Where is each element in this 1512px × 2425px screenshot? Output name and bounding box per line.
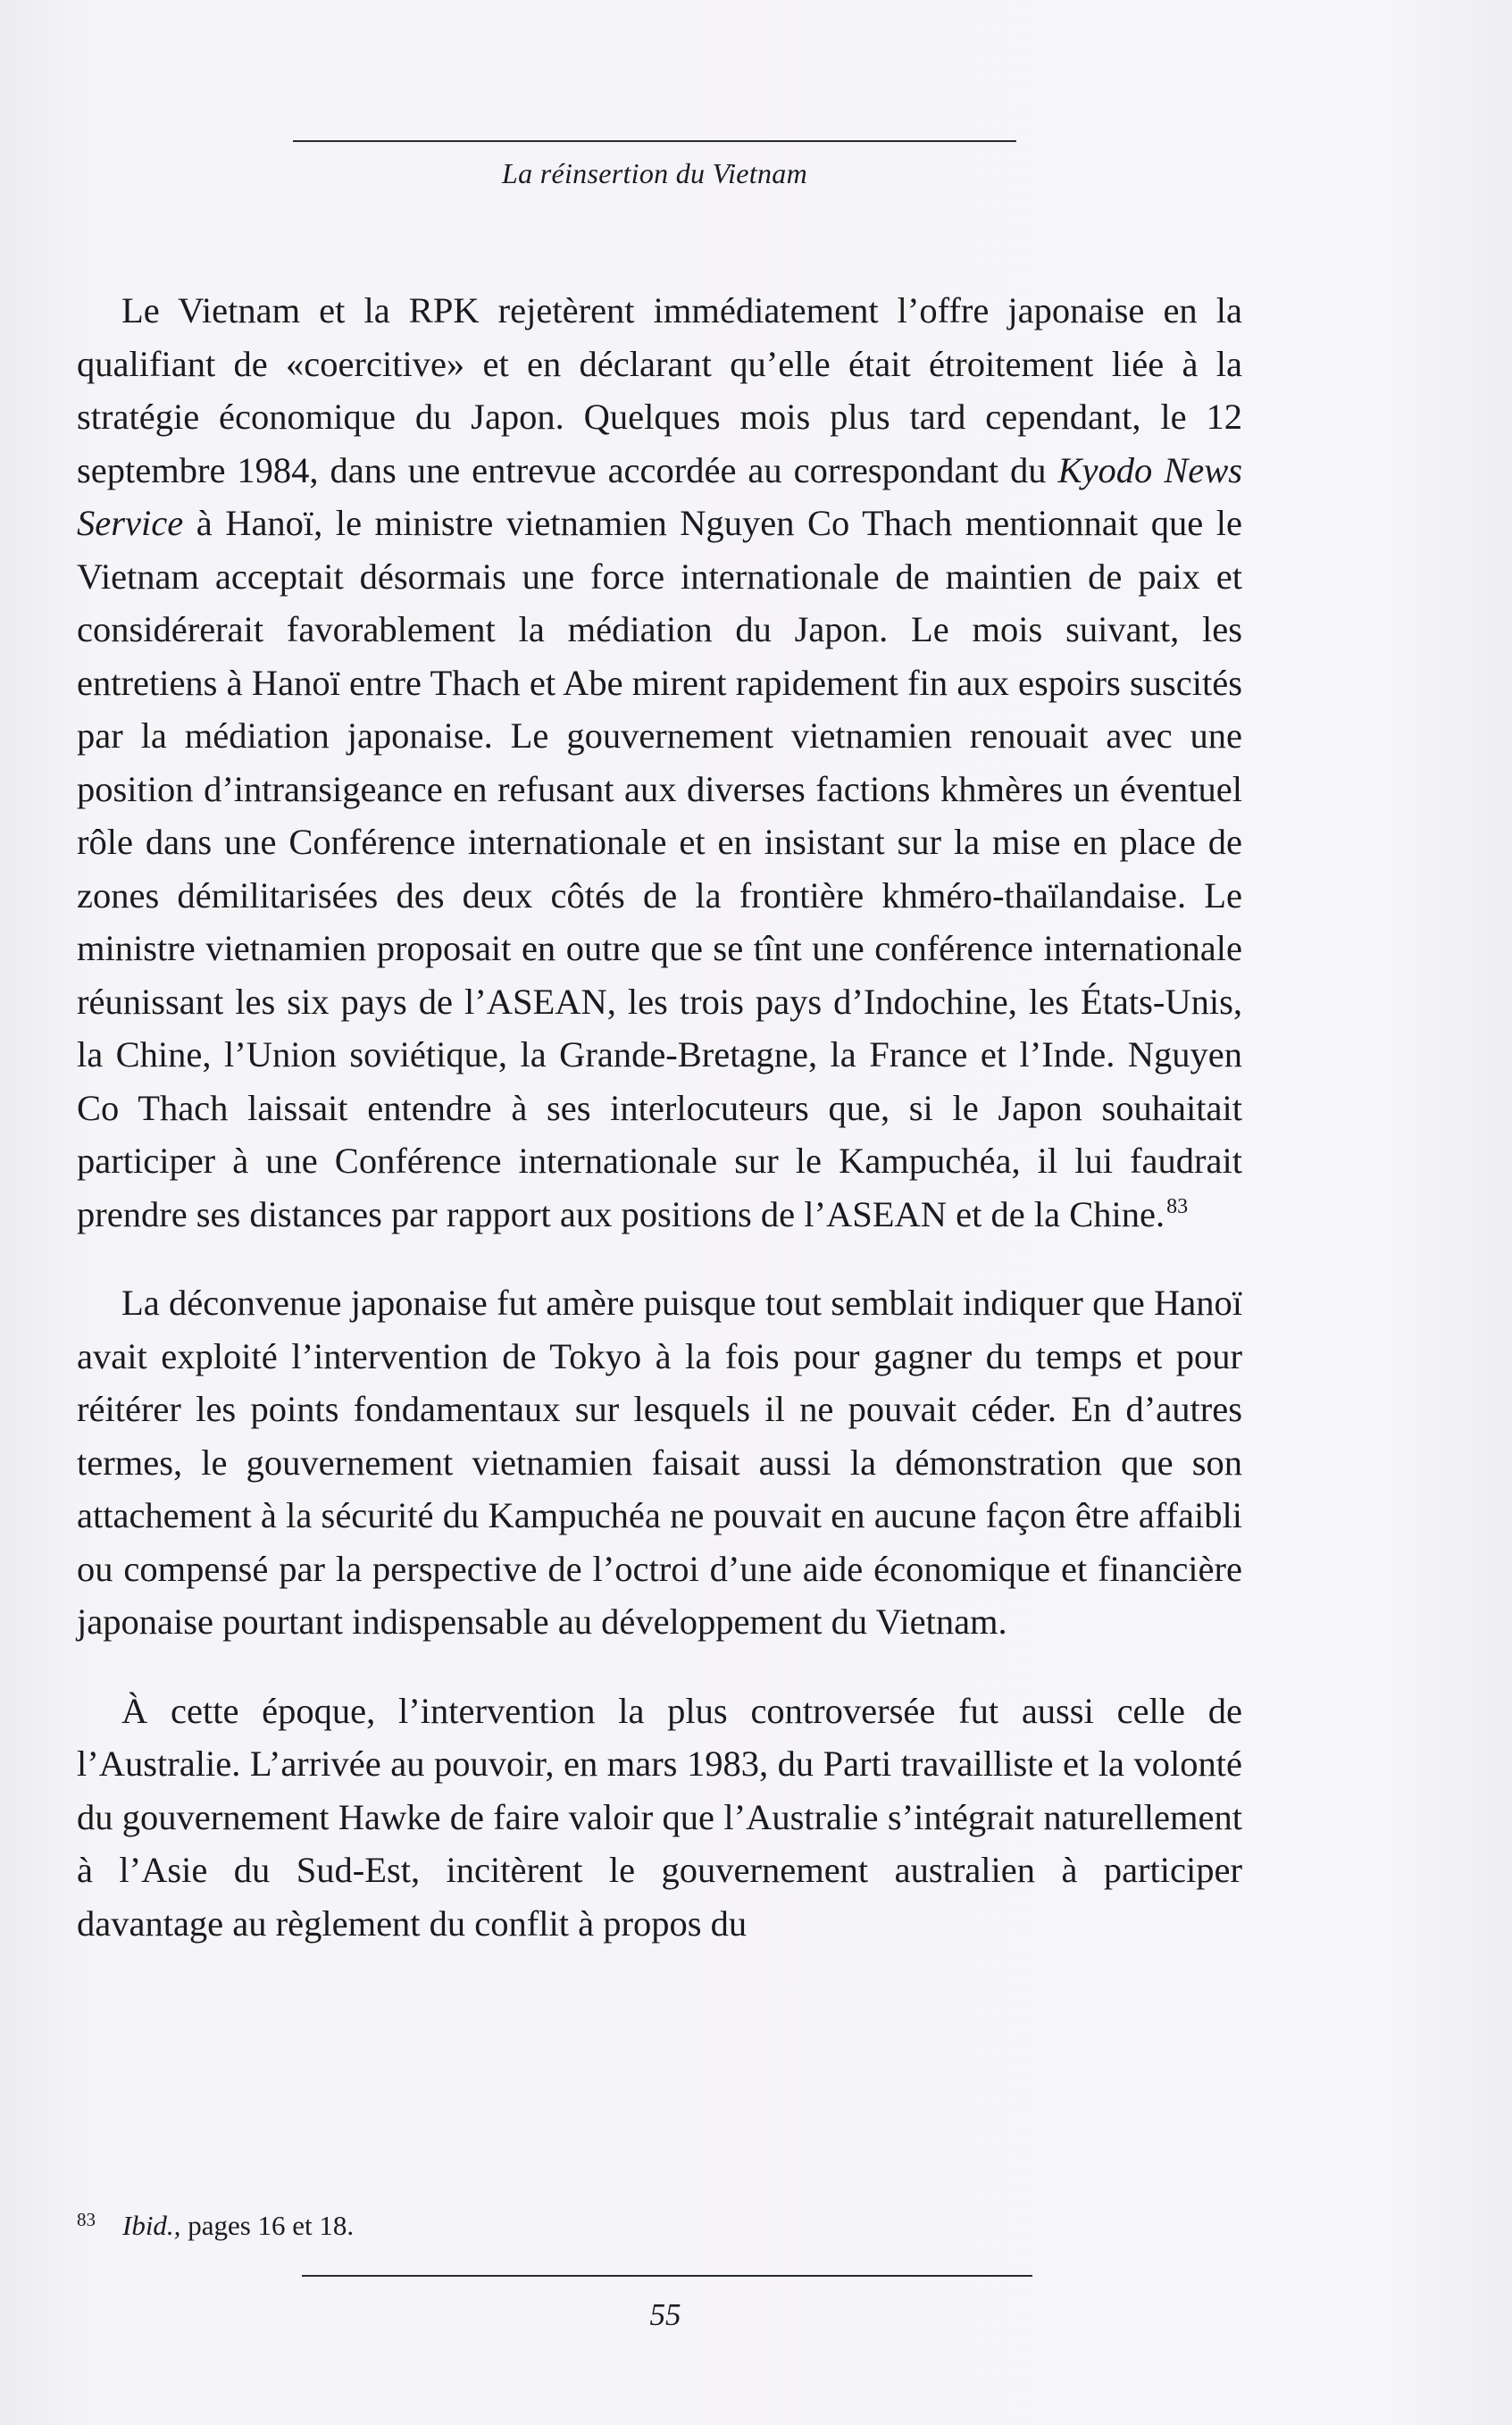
paragraph-3: À cette époque, l’intervention la plus controversée fut aussi celle de l’Australie. L’arrivée au pouvoir, en mars 1983, du Parti travailliste et la volonté du gouvernement Hawke de faire valoir que l’Australie s’intégrait naturellement à l’Asie du Sud-Est, incitèrent le gouvernement australien à participer davantage au règlement du conflit à propos du bbox=[77, 1690, 1242, 1944]
running-title: La réinsertion du Vietnam bbox=[502, 157, 807, 189]
footnote-ibid: Ibid., bbox=[122, 2210, 181, 2241]
footnote-number: 83 bbox=[77, 2209, 96, 2230]
header-rule bbox=[293, 140, 1016, 142]
paragraph-1-text-a: Le Vietnam et la RPK rejetèrent immédiatement l’offre japonaise en la qualifiant de «coercitive» et en déclarant qu’elle était étroitement liée à la stratégie économique du Japon. Quelques mois plus tard cependant, le 12 septembre 1984, dans une entrevue accordée au correspondant du bbox=[77, 290, 1242, 490]
publication-name: Kyodo News Service bbox=[77, 449, 1242, 543]
footer-rule bbox=[302, 2275, 1032, 2277]
page-number: 55 bbox=[649, 2297, 681, 2332]
paragraph-1-text-b: à Hanoï, le ministre vietnamien Nguyen Co Thach mentionnait que le Vietnam acceptait désormais une force internationale de maintien de paix et considérerait favorablement la médiation du Japon. Le mois suivant, les entretiens à Hanoï entre Thach et Abe mirent rapidement fin aux espoirs suscités par la médiation japonaise. Le gouvernement vietnamien renouait avec une position d’intransigeance en refusant aux diverses factions khmères un éventuel rôle dans une Conférence internationale et en insistant sur la mise en place de zones démilitarisées des deux côtés de la frontière khméro-thaïlandaise. Le ministre vietnamien proposait en outre que se tînt une conférence internationale réunissant les six pays de l’ASEAN, les trois pays d’Indochine, les États-Unis, la Chine, l’Union soviétique, la Grande-Bretagne, la France et l’Inde. Nguyen Co Thach laissait entendre à ses interlocuteurs que, si le Japon souhaitait participer à une Conférence internationale sur le Kampuchéa, il lui faudrait prendre ses distances par rapport aux positions de l’ASEAN et de la Chine. bbox=[77, 503, 1242, 1234]
paragraph-1 bbox=[77, 284, 1242, 1241]
main-text bbox=[77, 284, 1242, 1950]
footnote-text: pages 16 et 18. bbox=[180, 2210, 355, 2241]
footnote-reference[interactable]: 83 bbox=[1166, 1194, 1189, 1218]
paragraph-2: La déconvenue japonaise fut amère puisque tout semblait indiquer que Hanoï avait exploité l’intervention de Tokyo à la fois pour gagner du temps et pour réitérer les points fondamentaux sur lesquels il ne pouvait céder. En d’autres termes, le gouvernement vietnamien faisait aussi la démonstration que son attachement à la sécurité du Kampuchéa ne pouvait en aucune façon être affaibli ou compensé par la perspective de l’octroi d’une aide économique et financière japonaise pourtant indispensable au développement du Vietnam. bbox=[77, 1283, 1242, 1642]
footnote bbox=[77, 2209, 354, 2242]
